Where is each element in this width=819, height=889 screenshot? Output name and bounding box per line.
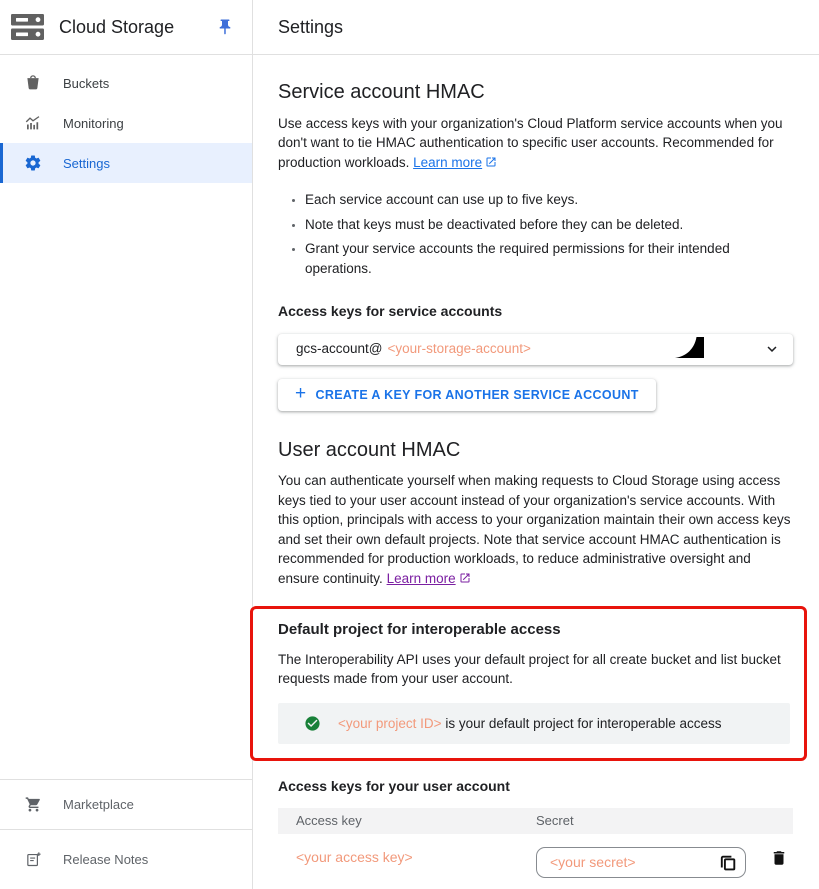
page-header (253, 0, 819, 55)
external-link-icon (485, 156, 497, 168)
main-panel (253, 0, 819, 889)
list-item: • Note that keys must be deactivated before they can be deleted. (305, 215, 793, 235)
service-account-hmac-heading: Service account HMAC (278, 81, 485, 103)
create-key-button[interactable] (278, 379, 656, 411)
sidebar-item-label: Monitoring (63, 115, 124, 131)
sidebar-nav (0, 55, 252, 183)
column-header-secret: Secret (536, 813, 574, 829)
secret-field[interactable] (536, 847, 746, 878)
copy-icon[interactable] (720, 855, 736, 871)
learn-more-link[interactable]: Learn more (387, 571, 471, 586)
service-account-placeholder: <your-storage-account> (387, 341, 531, 357)
default-project-description: The Interoperability API uses your default project for all create bucket and list bucket requests made from your user account. (278, 651, 781, 686)
sidebar-item-release-notes[interactable] (0, 829, 252, 889)
secret-placeholder: <your secret> (550, 853, 636, 870)
project-id-placeholder: <your project ID> (338, 715, 442, 731)
access-key-value: <your access key> (296, 849, 413, 865)
cart-icon (23, 796, 43, 813)
access-keys-service-accounts-heading: Access keys for service accounts (278, 303, 503, 319)
sidebar-item-marketplace[interactable] (0, 779, 252, 829)
gear-icon (23, 154, 43, 172)
default-project-heading: Default project for interoperable access (278, 621, 561, 638)
learn-more-link[interactable]: Learn more (413, 155, 497, 170)
plus-icon: + (295, 383, 307, 404)
sidebar-item-label: Release Notes (63, 852, 149, 867)
service-account-prefix: gcs-account@ (296, 341, 383, 357)
sidebar-item-buckets[interactable] (0, 63, 252, 103)
page-title: Settings (278, 16, 344, 37)
monitoring-icon (23, 114, 43, 132)
release-notes-icon (23, 851, 43, 868)
status-banner (278, 703, 790, 744)
service-account-select[interactable] (278, 334, 793, 365)
sidebar-item-monitoring[interactable] (0, 103, 252, 143)
user-access-keys-table (278, 808, 793, 889)
chevron-down-icon (763, 340, 781, 358)
sidebar-item-label: Marketplace (63, 797, 134, 812)
delete-icon[interactable] (770, 849, 788, 867)
list-item: • Grant your service accounts the required permissions for their intended operations. (305, 239, 793, 278)
list-item: • Each service account can use up to five keys. (305, 190, 793, 210)
pin-icon[interactable] (216, 18, 234, 36)
status-text: <your project ID> is your default project for interoperable access (338, 715, 722, 731)
sidebar-item-label: Settings (63, 155, 110, 171)
cloud-storage-logo-icon (11, 14, 45, 40)
sidebar (0, 0, 253, 889)
create-key-button-label: CREATE A KEY FOR ANOTHER SERVICE ACCOUNT (315, 387, 639, 402)
sidebar-header (0, 0, 252, 55)
table-header (278, 808, 793, 834)
table-row (278, 834, 793, 889)
sidebar-title: Cloud Storage (59, 16, 175, 37)
access-keys-user-account-heading: Access keys for your user account (278, 777, 510, 794)
column-header-access-key: Access key (296, 813, 362, 829)
service-account-hmac-description: Use access keys with your organization's Cloud Platform service accounts when you don't want to tie HMAC authentication to specific user accounts. Recommended for production workloads. Learn more (278, 115, 783, 170)
settings-content (253, 55, 819, 889)
cursor-artifact (671, 337, 705, 358)
bucket-icon (23, 74, 43, 92)
check-circle-icon (304, 715, 321, 732)
external-link-icon (459, 572, 471, 584)
user-account-hmac-heading: User account HMAC (278, 438, 461, 461)
highlight-annotation-box (250, 606, 807, 761)
sidebar-spacer (0, 183, 252, 779)
user-account-hmac-description: You can authenticate yourself when making requests to Cloud Storage using access keys tied to your user account instead of your organization's service accounts. With this option, principals with access to your organization maintain their own access keys and set their own default projects. Note that service account HMAC authentication is recommended for production workloads, to reduce administrative oversight and ensure continuity. Learn more (278, 473, 791, 586)
service-account-notes-list (278, 190, 793, 278)
sidebar-item-settings[interactable] (0, 143, 252, 183)
sidebar-item-label: Buckets (63, 75, 110, 91)
